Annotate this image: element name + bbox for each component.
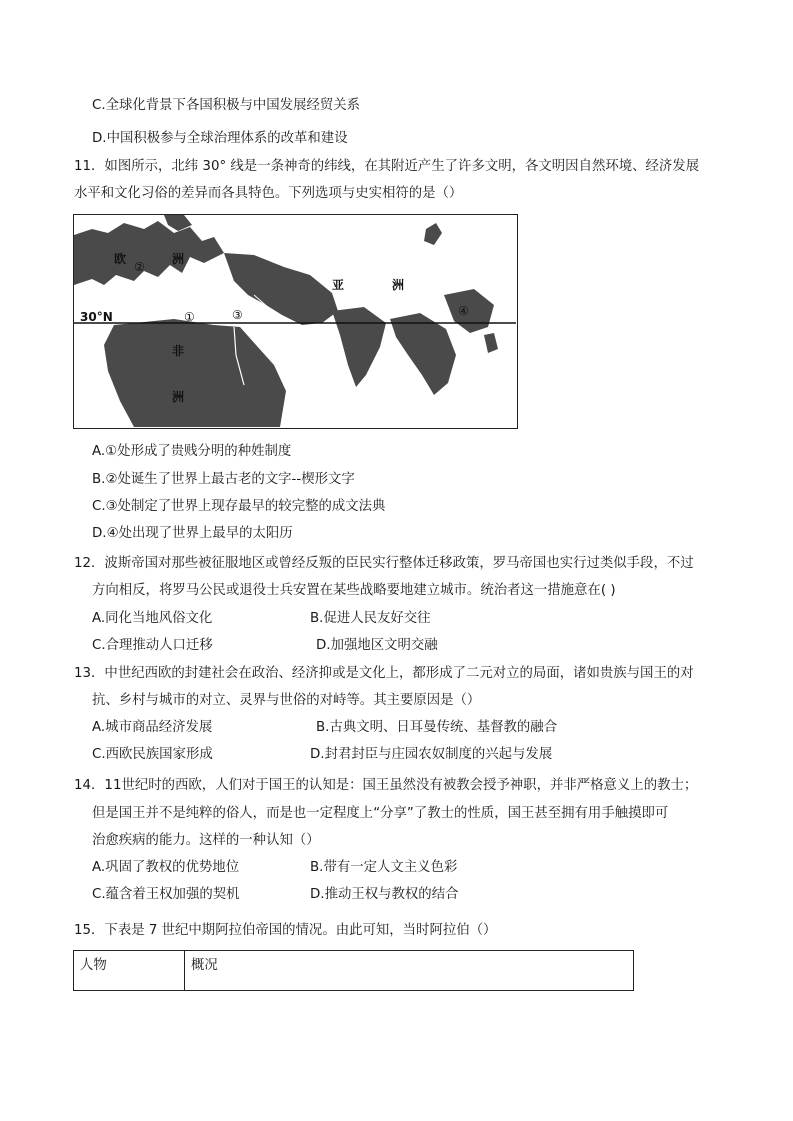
q12-stem-line1: 12．波斯帝国对那些被征服地区或曾经反叛的臣民实行整体迁移政策，罗马帝国也实行过类似手段，不过	[74, 556, 694, 571]
q13-option-a: A.城市商品经济发展	[92, 720, 213, 735]
table-header-overview: 概况	[185, 951, 634, 991]
label-asia-2: 洲	[392, 278, 405, 292]
marker-1: ①	[184, 310, 195, 324]
q13-option-d: D.封君封臣与庄园农奴制度的兴起与发展	[310, 747, 553, 762]
q14-stem-line2: 但是国王并不是纯粹的俗人，而是也一定程度上“分享”了教士的性质，国王甚至拥有用手触摸即可	[92, 806, 669, 821]
q11-stem-line2: 水平和文化习俗的差异而各具特色。下列选项与史实相符的是（）	[74, 186, 463, 201]
marker-3: ③	[232, 308, 243, 322]
q11-stem-line1: 11．如图所示，北纬 30° 线是一条神奇的纬线，在其附近产生了许多文明，各文明因自然环境、经济发展	[74, 159, 700, 174]
q14-option-c: C.蕴含着王权加强的契机	[92, 887, 240, 902]
marker-4: ④	[458, 304, 469, 318]
q13-option-b: B.古典文明、日耳曼传统、基督教的融合	[316, 720, 558, 735]
europe-landmass	[74, 221, 224, 285]
q12-option-b: B.促进人民友好交往	[310, 611, 431, 626]
q15-stem-line1: 15．下表是 7 世纪中期阿拉伯帝国的情况。由此可知，当时阿拉伯（）	[74, 923, 497, 938]
q14-stem-line3: 治愈疾病的能力。这样的一种认知（）	[92, 833, 320, 848]
table-header-person: 人物	[74, 951, 185, 991]
q12-option-a: A.同化当地风俗文化	[92, 611, 213, 626]
q14-stem-line1: 14．11世纪时的西欧，人们对于国王的认知是：国王虽然没有被教会授予神职，并非严格意义上的教士；	[74, 778, 698, 793]
q13-option-c: C.西欧民族国家形成	[92, 747, 213, 762]
q12-option-c: C.合理推动人口迁移	[92, 638, 213, 653]
label-africa-1: 非	[172, 344, 185, 358]
q14-option-d: D.推动王权与教权的结合	[310, 887, 459, 902]
q14-option-a: A.巩固了教权的优势地位	[92, 860, 240, 875]
india-landmass	[332, 307, 386, 387]
q10-option-d: D.中国积极参与全球治理体系的改革和建设	[92, 131, 348, 146]
q12-stem-line2: 方向相反，将罗马公民或退役士兵安置在某些战略要地建立城市。统治者这一措施意在( )	[92, 583, 616, 598]
label-europe-1: 欧	[114, 252, 127, 266]
q13-stem-line1: 13．中世纪西欧的封建社会在政治、经济抑或是文化上，都形成了二元对立的局面，诸如贵族与国王的对	[74, 666, 694, 681]
q11-map	[73, 214, 518, 429]
label-europe-2: 洲	[172, 252, 185, 266]
q11-option-b: B.②处诞生了世界上最古老的文字--楔形文字	[92, 472, 355, 487]
china-coast	[444, 289, 494, 333]
q11-option-a: A.①处形成了贵贱分明的种姓制度	[92, 444, 292, 459]
table-header-row	[74, 951, 634, 991]
label-asia-1: 亚	[332, 278, 345, 292]
q12-option-d: D.加强地区文明交融	[316, 638, 438, 653]
q11-map-svg	[74, 215, 516, 427]
africa-landmass	[104, 319, 286, 427]
q10-option-c: C.全球化背景下各国积极与中国发展经贸关系	[92, 98, 361, 113]
q11-option-c: C.③处制定了世界上现存最早的较完整的成文法典	[92, 499, 386, 514]
latitude-label: 30°N	[80, 310, 113, 324]
marker-2: ②	[134, 260, 145, 274]
east-islands	[484, 333, 498, 353]
southeast-asia-landmass	[390, 313, 456, 395]
q15-table	[73, 950, 634, 991]
label-africa-2: 洲	[172, 390, 185, 404]
japan-islands	[424, 223, 442, 245]
q13-stem-line2: 抗、乡村与城市的对立、灵界与世俗的对峙等。其主要原因是（）	[92, 693, 481, 708]
q11-option-d: D.④处出现了世界上最早的太阳历	[92, 526, 293, 541]
q14-option-b: B.带有一定人文主义色彩	[310, 860, 458, 875]
